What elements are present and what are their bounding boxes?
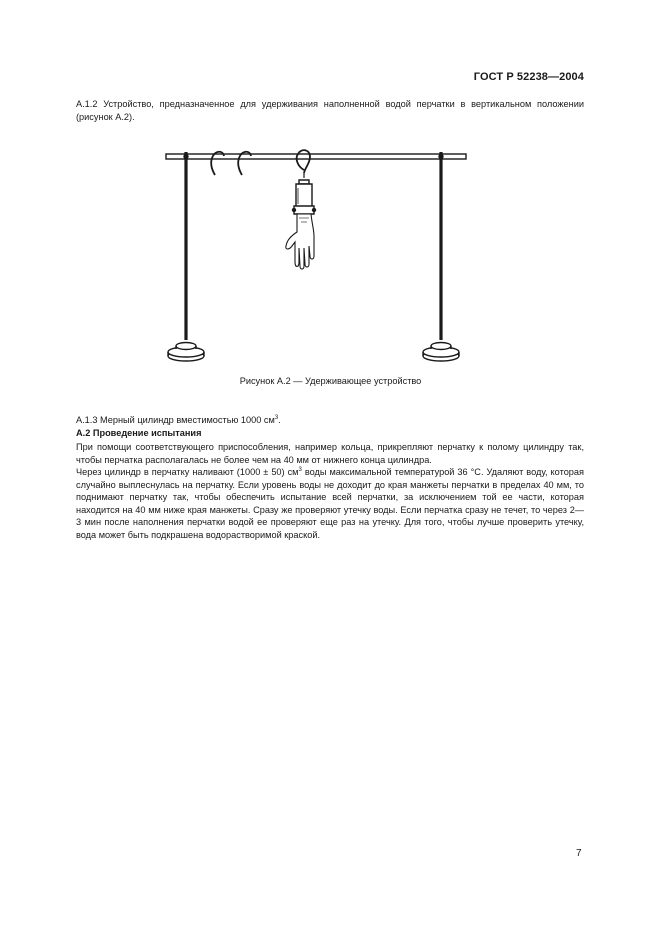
p2-text-start: Через цилиндр в перчатку наливают (1000 ± 50) см [76,467,299,477]
a13-text-main: А.1.3 Мерный цилиндр вместимостью 1000 см [76,415,275,425]
paragraph-2 [76,466,584,541]
glove [286,214,314,269]
section-a2-heading: А.2 Проведение испытания [76,428,202,438]
right-base [423,343,459,362]
a13-text-end: . [278,415,281,425]
p2-superscript: 3 [298,466,302,473]
page-number: 7 [576,848,582,859]
figure-caption: Рисунок А.2 — Удерживающее устройство [239,376,422,386]
holding-device-figure [160,140,480,370]
section-a13-text [76,414,584,427]
a13-superscript: 3 [274,414,279,421]
left-base [168,343,204,362]
glove-cuff [293,206,316,214]
paragraph-1: При помощи соответствующего приспособления, например кольца, прикрепляют перчатку к полому цилиндру так, чтобы перчатка располагалась не более чем на 40 мм от нижнего конца цилиндра. [76,442,584,465]
p2-text-rest: воды максимальной температурой 36 °С. Удаляют воду, которая случайно выплеснулась на перчатку. Если уровень воды не доходит до края манжеты перчатки в пределах 40 мм, то поднимают перчатку так, чтобы обеспечить испытание всей перчатки, за исключением той ее части, которая находится на 40 мм ниже края манжеты. Сразу же проверяют утечку воды. Если перчатка сразу не течет, то через 2—3 мин после наполнения перчатки водой ее проверяют еще раз на утечку. Для того, чтобы лучше проверить утечку, вода может быть подкрашена водорастворимой краской. [76,467,584,540]
document-code: ГОСТ Р 52238—2004 [473,71,584,83]
section-a12-text: А.1.2 Устройство, предназначенное для удерживания наполненной водой перчатки в вертикальном положении (рисунок А.2). [76,99,584,122]
cylinder [296,173,312,208]
